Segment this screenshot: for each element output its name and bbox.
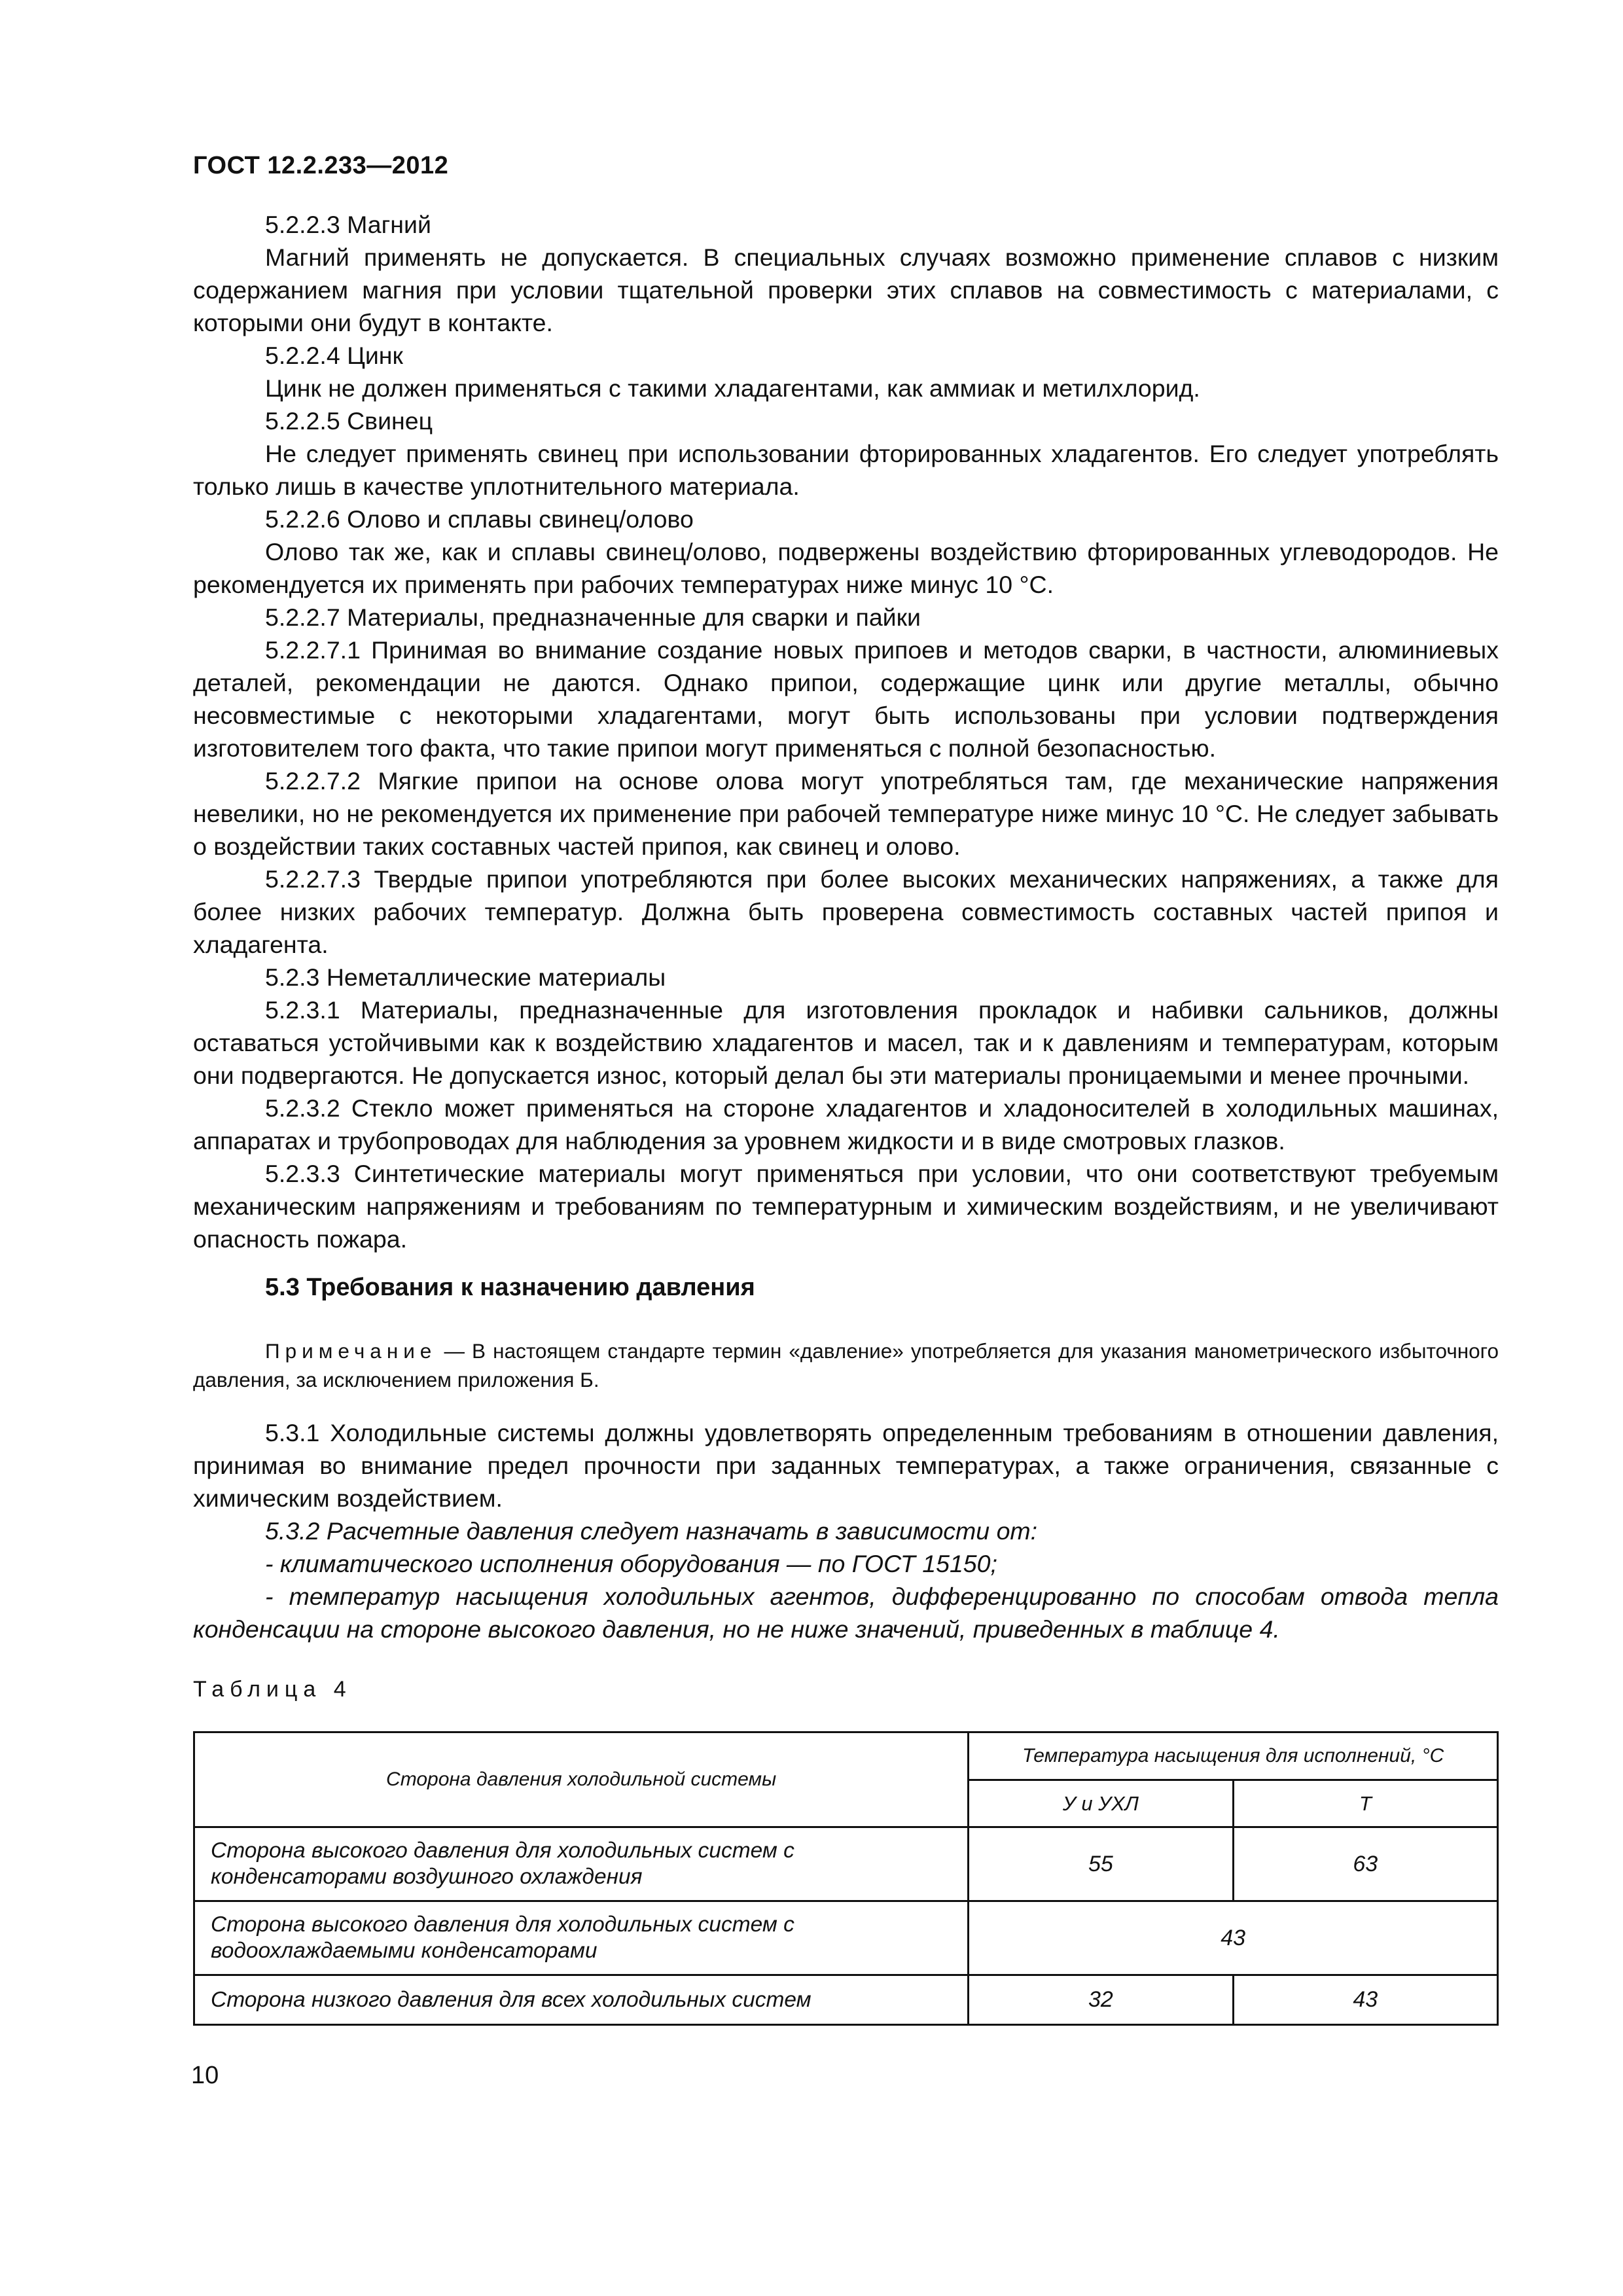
table-cell-value: 43 (969, 1901, 1498, 1975)
table-cell-label: Сторона низкого давления для всех холодильных систем (194, 1975, 969, 2025)
paragraph: 5.2.3.1 Материалы, предназначенные для изготовления прокладок и набивки сальников, должны оставаться устойчивыми как к воздействию хладагентов и масел, так и к давлениям и температурам, которым они подвергаются. Не допускается износ, который делал бы эти материалы проницаемыми и менее прочными. (193, 996, 1499, 1089)
paragraph: 5.2.2.5 Свинец (265, 407, 433, 435)
page-number: 10 (191, 2062, 219, 2089)
note (193, 1336, 1499, 1394)
table-row (194, 1901, 1498, 1975)
table-row (194, 1975, 1498, 2025)
paragraph: 5.2.2.7.1 Принимая во внимание создание новых припоев и методов сварки, в частности, алюминиевых деталей, рекомендации не даются. Однако припои, содержащие цинк или другие металлы, обычно несовместимые с некоторыми хладагентами, могут быть использованы при условии подтверждения изготовителем того факта, что такие припои могут применяться с полной безопасностью. (193, 636, 1499, 762)
document-header: ГОСТ 12.2.233—2012 (193, 152, 449, 179)
table-cell-value: 63 (1233, 1827, 1497, 1901)
paragraph: Цинк не должен применяться с такими хладагентами, как аммиак и метилхлорид. (265, 374, 1200, 402)
paragraph: - климатического исполнения оборудования — по ГОСТ 15150; (265, 1550, 997, 1577)
paragraph: 5.2.2.6 Олово и сплавы свинец/олово (265, 505, 694, 533)
paragraph: 5.2.2.7.3 Твердые припои употребляются при более высоких механических напряжениях, а также для более низких рабочих температур. Должна быть проверена совместимость составных частей припоя и хладагента. (193, 865, 1499, 958)
paragraph: 5.2.3 Неметаллические материалы (265, 963, 666, 991)
paragraph: - температур насыщения холодильных агентов, дифференцированно по способам отвода тепла конденсации на стороне высокого давления, но не ниже значений, приведенных в таблице 4. (193, 1583, 1499, 1643)
note-text: — В настоящем стандарте термин «давление» употребляется для указания манометрического избыточного давления, за исключением приложения Б. (193, 1339, 1499, 1391)
paragraph: 5.3.2 Расчетные давления следует назначать в зависимости от: (265, 1517, 1038, 1545)
table-cell-label: Сторона высокого давления для холодильных систем с конденсаторами воздушного охлаждения (194, 1827, 969, 1901)
table-header-temp: Температура насыщения для исполнений, °С (969, 1732, 1498, 1780)
section-heading: 5.3 Требования к назначению давления (265, 1274, 755, 1301)
paragraph: 5.2.3.3 Синтетические материалы могут применяться при условии, что они соответствуют требуемым механическим напряжениям и требованиям по температурным и химическим воздействиям, и не увеличивают опасность пожара. (193, 1160, 1499, 1253)
table-cell-label: Сторона высокого давления для холодильных систем с водоохлаждаемыми конденсаторами (194, 1901, 969, 1975)
table-cell-value: 55 (969, 1827, 1233, 1901)
paragraph: 5.2.3.2 Стекло может применяться на стороне хладагентов и хладоносителей в холодильных машинах, аппаратах и трубопроводах для наблюдения за уровнем жидкости и в виде смотровых глазков. (193, 1094, 1499, 1155)
table-row (194, 1827, 1498, 1901)
table-subheader-u-uhl: У и УХЛ (969, 1780, 1233, 1827)
table-4 (193, 1731, 1499, 2026)
table-cell-value: 32 (969, 1975, 1233, 2025)
paragraph: Магний применять не допускается. В специальных случаях возможно применение сплавов с низким содержанием магния при условии тщательной проверки этих сплавов на совместимость с материалами, с которыми они будут в контакте. (193, 243, 1499, 336)
table-cell-value: 43 (1233, 1975, 1497, 2025)
paragraph: 5.2.2.7 Материалы, предназначенные для сварки и пайки (265, 603, 921, 631)
table-caption: Таблица 4 (193, 1677, 352, 1702)
paragraph: Олово так же, как и сплавы свинец/олово, подвержены воздействию фторированных углеводородов. Не рекомендуется их применять при рабочих температурах ниже минус 10 °С. (193, 538, 1499, 598)
paragraph: 5.2.2.3 Магний (265, 211, 431, 238)
paragraph: 5.2.2.4 Цинк (265, 342, 403, 369)
paragraph: 5.2.2.7.2 Мягкие припои на основе олова могут употребляться там, где механические напряжения невелики, но не рекомендуется их применение при рабочей температуре ниже минус 10 °С. Не следует забывать о воздействии таких составных частей припоя, как свинец и олово. (193, 767, 1499, 860)
note-label: Примечание (265, 1339, 437, 1363)
table-header-side: Сторона давления холодильной системы (194, 1732, 969, 1827)
document-body (193, 208, 1499, 1706)
table-subheader-t: Т (1233, 1780, 1497, 1827)
paragraph: Не следует применять свинец при использовании фторированных хладагентов. Его следует употреблять только лишь в качестве уплотнительного материала. (193, 440, 1499, 500)
paragraph: 5.3.1 Холодильные системы должны удовлетворять определенным требованиям в отношении давления, принимая во внимание предел прочности при заданных температурах, а также ограничения, связанные с химическим воздействием. (193, 1419, 1499, 1512)
